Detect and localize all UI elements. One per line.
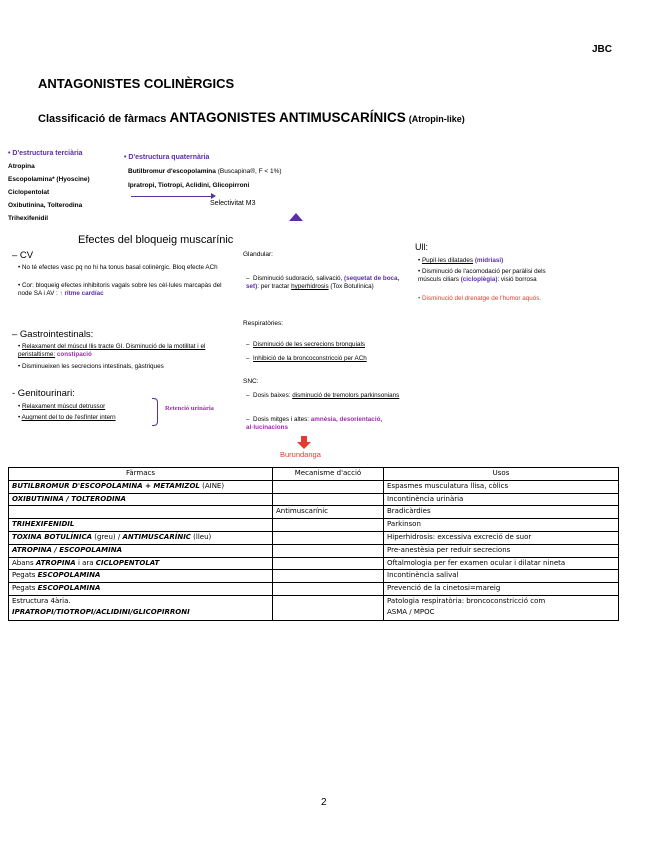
page-title: ANTAGONISTES COLINÈRGICS bbox=[38, 76, 235, 91]
use-cell: Espasmes musculatura llisa, còlics bbox=[384, 480, 619, 493]
table-row bbox=[9, 480, 619, 493]
tertiary-item: Escopolamina* (Hyoscine) bbox=[8, 176, 90, 183]
use-cell: Pre-anestèsia per reduir secrecions bbox=[384, 544, 619, 557]
table-row bbox=[9, 531, 619, 544]
drug-cell: OXIBUTININA / TOLTERODINA bbox=[9, 493, 273, 506]
mechanism-cell bbox=[273, 519, 384, 532]
table-row bbox=[9, 493, 619, 506]
arrow-right-icon bbox=[211, 193, 216, 199]
eye-bullet: • Disminució de l'acomodació per paràlisi dels músculs ciliars (cicloplègia): visió borrosa bbox=[418, 268, 546, 283]
mechanism-cell bbox=[273, 595, 384, 620]
table-header: Usos bbox=[384, 468, 619, 481]
triangle-up-icon bbox=[289, 213, 303, 221]
gi-bullet: • Disminueixen les secrecions intestinals, gàstriques bbox=[18, 363, 164, 370]
mechanism-cell bbox=[273, 493, 384, 506]
quaternary-item bbox=[128, 168, 282, 175]
use-cell: Patologia respiratòria: broncoconstricció com ASMA / MPOC bbox=[384, 595, 619, 620]
use-cell: Incontinència urinària bbox=[384, 493, 619, 506]
drug-cell: TOXINA BOTULÍNICA (greu) / ANTIMUSCARÍNIC (lleu) bbox=[9, 531, 273, 544]
drug-cell: Pegats ESCOPOLAMINA bbox=[9, 570, 273, 583]
cv-title: – CV bbox=[12, 250, 34, 261]
gi-title: – Gastrointestinals: bbox=[12, 329, 94, 340]
page-number: 2 bbox=[321, 797, 327, 808]
use-cell: Incontinència salival bbox=[384, 570, 619, 583]
respiratory-bullet: – Disminució de les secrecions bronquials bbox=[246, 341, 366, 348]
use-cell: Oftalmologia per fer examen ocular i dilatar nineta bbox=[384, 557, 619, 570]
gu-bullet: • Augment del to de l'esfínter intern bbox=[18, 414, 116, 421]
quaternary-item: Ipratropi, Tiotropi, Aclidini, Glicopirroni bbox=[128, 182, 250, 189]
subtitle-suffix: (Atropin-like) bbox=[408, 114, 465, 124]
table-header: Fàrmacs bbox=[9, 468, 273, 481]
burundanga-label: Burundanga bbox=[280, 450, 321, 459]
table-row bbox=[9, 544, 619, 557]
tertiary-label: • D'estructura terciària bbox=[8, 150, 83, 157]
subtitle-prefix: Classificació de fàrmacs bbox=[38, 113, 167, 125]
respiratory-bullet: – Inhibició de la broncoconstricció per ACh bbox=[246, 355, 367, 362]
table-row bbox=[9, 595, 619, 620]
quaternary-item-note: (Buscapina®, F < 1%) bbox=[217, 168, 282, 175]
author-initials: JBC bbox=[592, 44, 613, 55]
drug-cell: ATROPINA / ESCOPOLAMINA bbox=[9, 544, 273, 557]
table-row bbox=[9, 506, 619, 519]
tertiary-item: Ciclopentolat bbox=[8, 189, 50, 196]
table-header: Mecanisme d'acció bbox=[273, 468, 384, 481]
drug-table bbox=[8, 467, 619, 621]
table-row bbox=[9, 519, 619, 532]
snc-title: SNC: bbox=[243, 378, 259, 385]
drug-cell: Pegats ESCOPOLAMINA bbox=[9, 583, 273, 596]
use-cell: Bradicàrdies bbox=[384, 506, 619, 519]
drug-cell: TRIHEXIFENIDIL bbox=[9, 519, 273, 532]
drug-cell: Estructura 4ària. IPRATROPI/TIOTROPI/ACLIDINI/GLICOPIRRONI bbox=[9, 595, 273, 620]
retention-label: Retenció urinària bbox=[165, 405, 214, 412]
tertiary-item: Oxibutinina, Tolterodina bbox=[8, 202, 83, 209]
table-header-row bbox=[9, 468, 619, 481]
brace bbox=[152, 398, 158, 426]
tertiary-item: Trihexifenidil bbox=[8, 215, 49, 222]
tertiary-item: Atropina bbox=[8, 163, 35, 170]
arrow-down-icon bbox=[297, 442, 311, 449]
mechanism-cell bbox=[273, 480, 384, 493]
effects-heading: Efectes del bloqueig muscarínic bbox=[78, 234, 234, 246]
arrow-line bbox=[131, 196, 214, 197]
respiratory-title: Respiratòries: bbox=[243, 320, 284, 327]
drug-cell: BUTILBROMUR D'ESCOPOLAMINA + METAMIZOL (AINE) bbox=[9, 480, 273, 493]
drug-cell: Abans ATROPINA i ara CICLOPENTOLAT bbox=[9, 557, 273, 570]
drug-cell bbox=[9, 506, 273, 519]
eye-bullet: • Disminució del drenatge de l'humor aquós. bbox=[418, 295, 542, 302]
glandular-bullet: – Disminució sudoració, salivació, (sequetat de boca, set): per tractar hyperhidrosis (Tox Botulínica) bbox=[246, 275, 400, 290]
gu-bullet: • Relaxament múscul detrussor bbox=[18, 403, 106, 410]
use-cell: Hiperhidrosis: excessiva excreció de suor bbox=[384, 531, 619, 544]
eye-bullet: • Pupil·les dilatades (midriasi) bbox=[418, 257, 504, 264]
snc-bullet: – Dosis baixes: disminució de tremolors parkinsonians bbox=[246, 392, 400, 399]
selectivity-label: Selectivitat M3 bbox=[210, 200, 256, 207]
quaternary-label: • D'estructura quaternària bbox=[124, 154, 210, 161]
cv-bullet: • No té efectes vasc pq no hi ha tonus basal colinèrgic. Bloq efecte ACh bbox=[18, 264, 218, 271]
mechanism-cell bbox=[273, 557, 384, 570]
cv-bullet: • Cor: bloqueig efectes inhibitoris vagals sobre les cèl·lules marcapàs del node SA i AV : ↑ ritme cardíac bbox=[18, 282, 222, 297]
use-cell: Prevenció de la cinetosi=mareig bbox=[384, 583, 619, 596]
use-cell: Parkinson bbox=[384, 519, 619, 532]
subtitle-main: ANTAGONISTES ANTIMUSCARÍNICS bbox=[169, 110, 406, 125]
glandular-title: Glandular: bbox=[243, 251, 273, 258]
table-row bbox=[9, 583, 619, 596]
snc-bullet: – Dosis mitges i altes: amnèsia, desorientació, al·lucinacions bbox=[246, 416, 383, 431]
table-row bbox=[9, 557, 619, 570]
mechanism-cell: Antimuscarínic bbox=[273, 506, 384, 519]
mechanism-cell bbox=[273, 570, 384, 583]
table-row bbox=[9, 570, 619, 583]
quaternary-item-bold: Butilbromur d'escopolamina bbox=[128, 168, 216, 175]
section-subtitle bbox=[38, 110, 465, 125]
eye-title: Ull: bbox=[415, 242, 428, 252]
gu-title: - Genitourinari: bbox=[12, 388, 75, 399]
mechanism-cell bbox=[273, 531, 384, 544]
gi-bullet: • Relaxament del múscul llis tracte GI. Disminució de la motilitat i el peristaltisme: constipació bbox=[18, 343, 206, 358]
mechanism-cell bbox=[273, 583, 384, 596]
mechanism-cell bbox=[273, 544, 384, 557]
